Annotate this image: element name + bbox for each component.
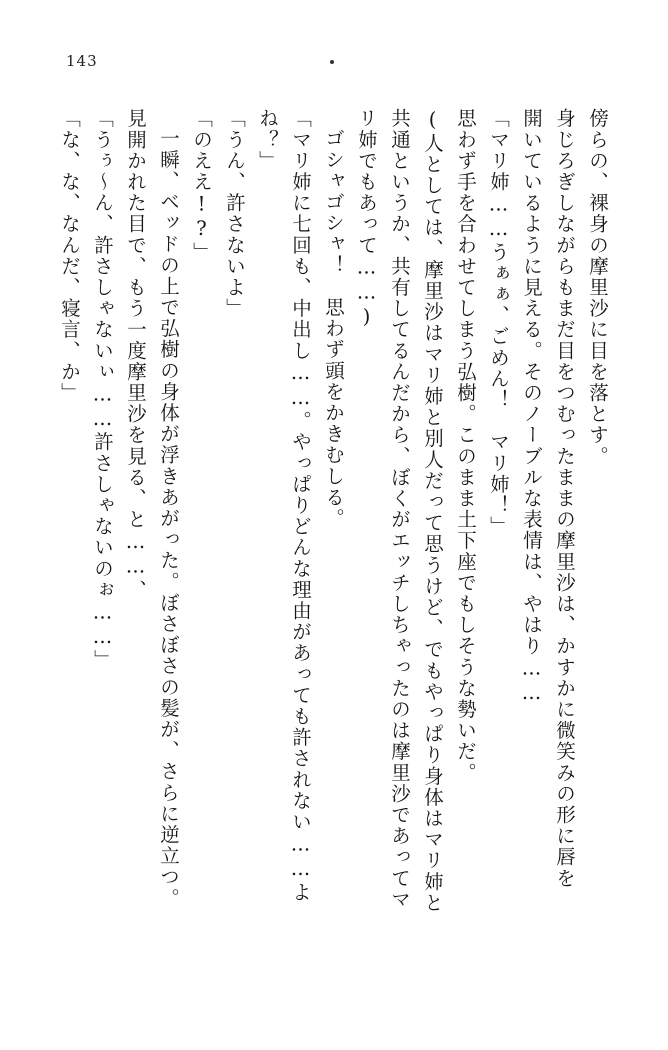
text-column: 「のええ!?」 <box>190 108 213 263</box>
text-column: 「な、な、なんだ、寝言、か」 <box>58 108 81 404</box>
text-column: 傍らの、裸身の摩里沙に目を落とす。 <box>586 108 609 467</box>
text-column: ね？」 <box>256 108 279 172</box>
page-number: 143 <box>66 52 98 70</box>
text-column: 開いているように見える。そのノーブルな表情は、やはり…… <box>520 108 543 706</box>
body-text-columns <box>40 108 614 988</box>
text-column: (人としては、摩里沙はマリ姉と別人だって思うけど、でもやっぱり身体はマリ姉と <box>421 108 444 914</box>
text-column: 思わず手を合わせてしまう弘樹。このまま土下座でもしそうな勢いだ。 <box>454 108 477 784</box>
text-column: ゴシャゴシャ！ 思わず頭をかきむしる。 <box>322 128 345 529</box>
text-column: 「マリ姉に七回も、中出し……。やっぱりどんな理由があっても許されない……よ <box>289 108 312 903</box>
text-column: 「うん、許さないよ」 <box>223 108 246 319</box>
text-column: リ姉でもあって……) <box>355 108 378 330</box>
text-column: 「うぅ～ん、許さしゃないぃ……許さしゃないのぉ……」 <box>91 108 114 671</box>
decorative-dot <box>330 60 334 64</box>
text-column: 見開かれた目で、もう一度摩里沙を見る、と……、 <box>124 108 147 601</box>
text-column: 共通というか、共有してるんだから、ぼくがエッチしちゃったのは摩里沙であってマ <box>388 108 411 910</box>
text-column: 一瞬、ベッドの上で弘樹の身体が浮きあがった。ぼさぼさの髪が、さらに逆立つ。 <box>157 128 180 909</box>
text-column: 「マリ姉……うぁぁ、ごめん！ マリ姉！」 <box>487 108 510 537</box>
text-column: 身じろぎしながらもまだ目をつむったままの摩里沙は、かすかに微笑みの形に唇を <box>553 108 576 889</box>
